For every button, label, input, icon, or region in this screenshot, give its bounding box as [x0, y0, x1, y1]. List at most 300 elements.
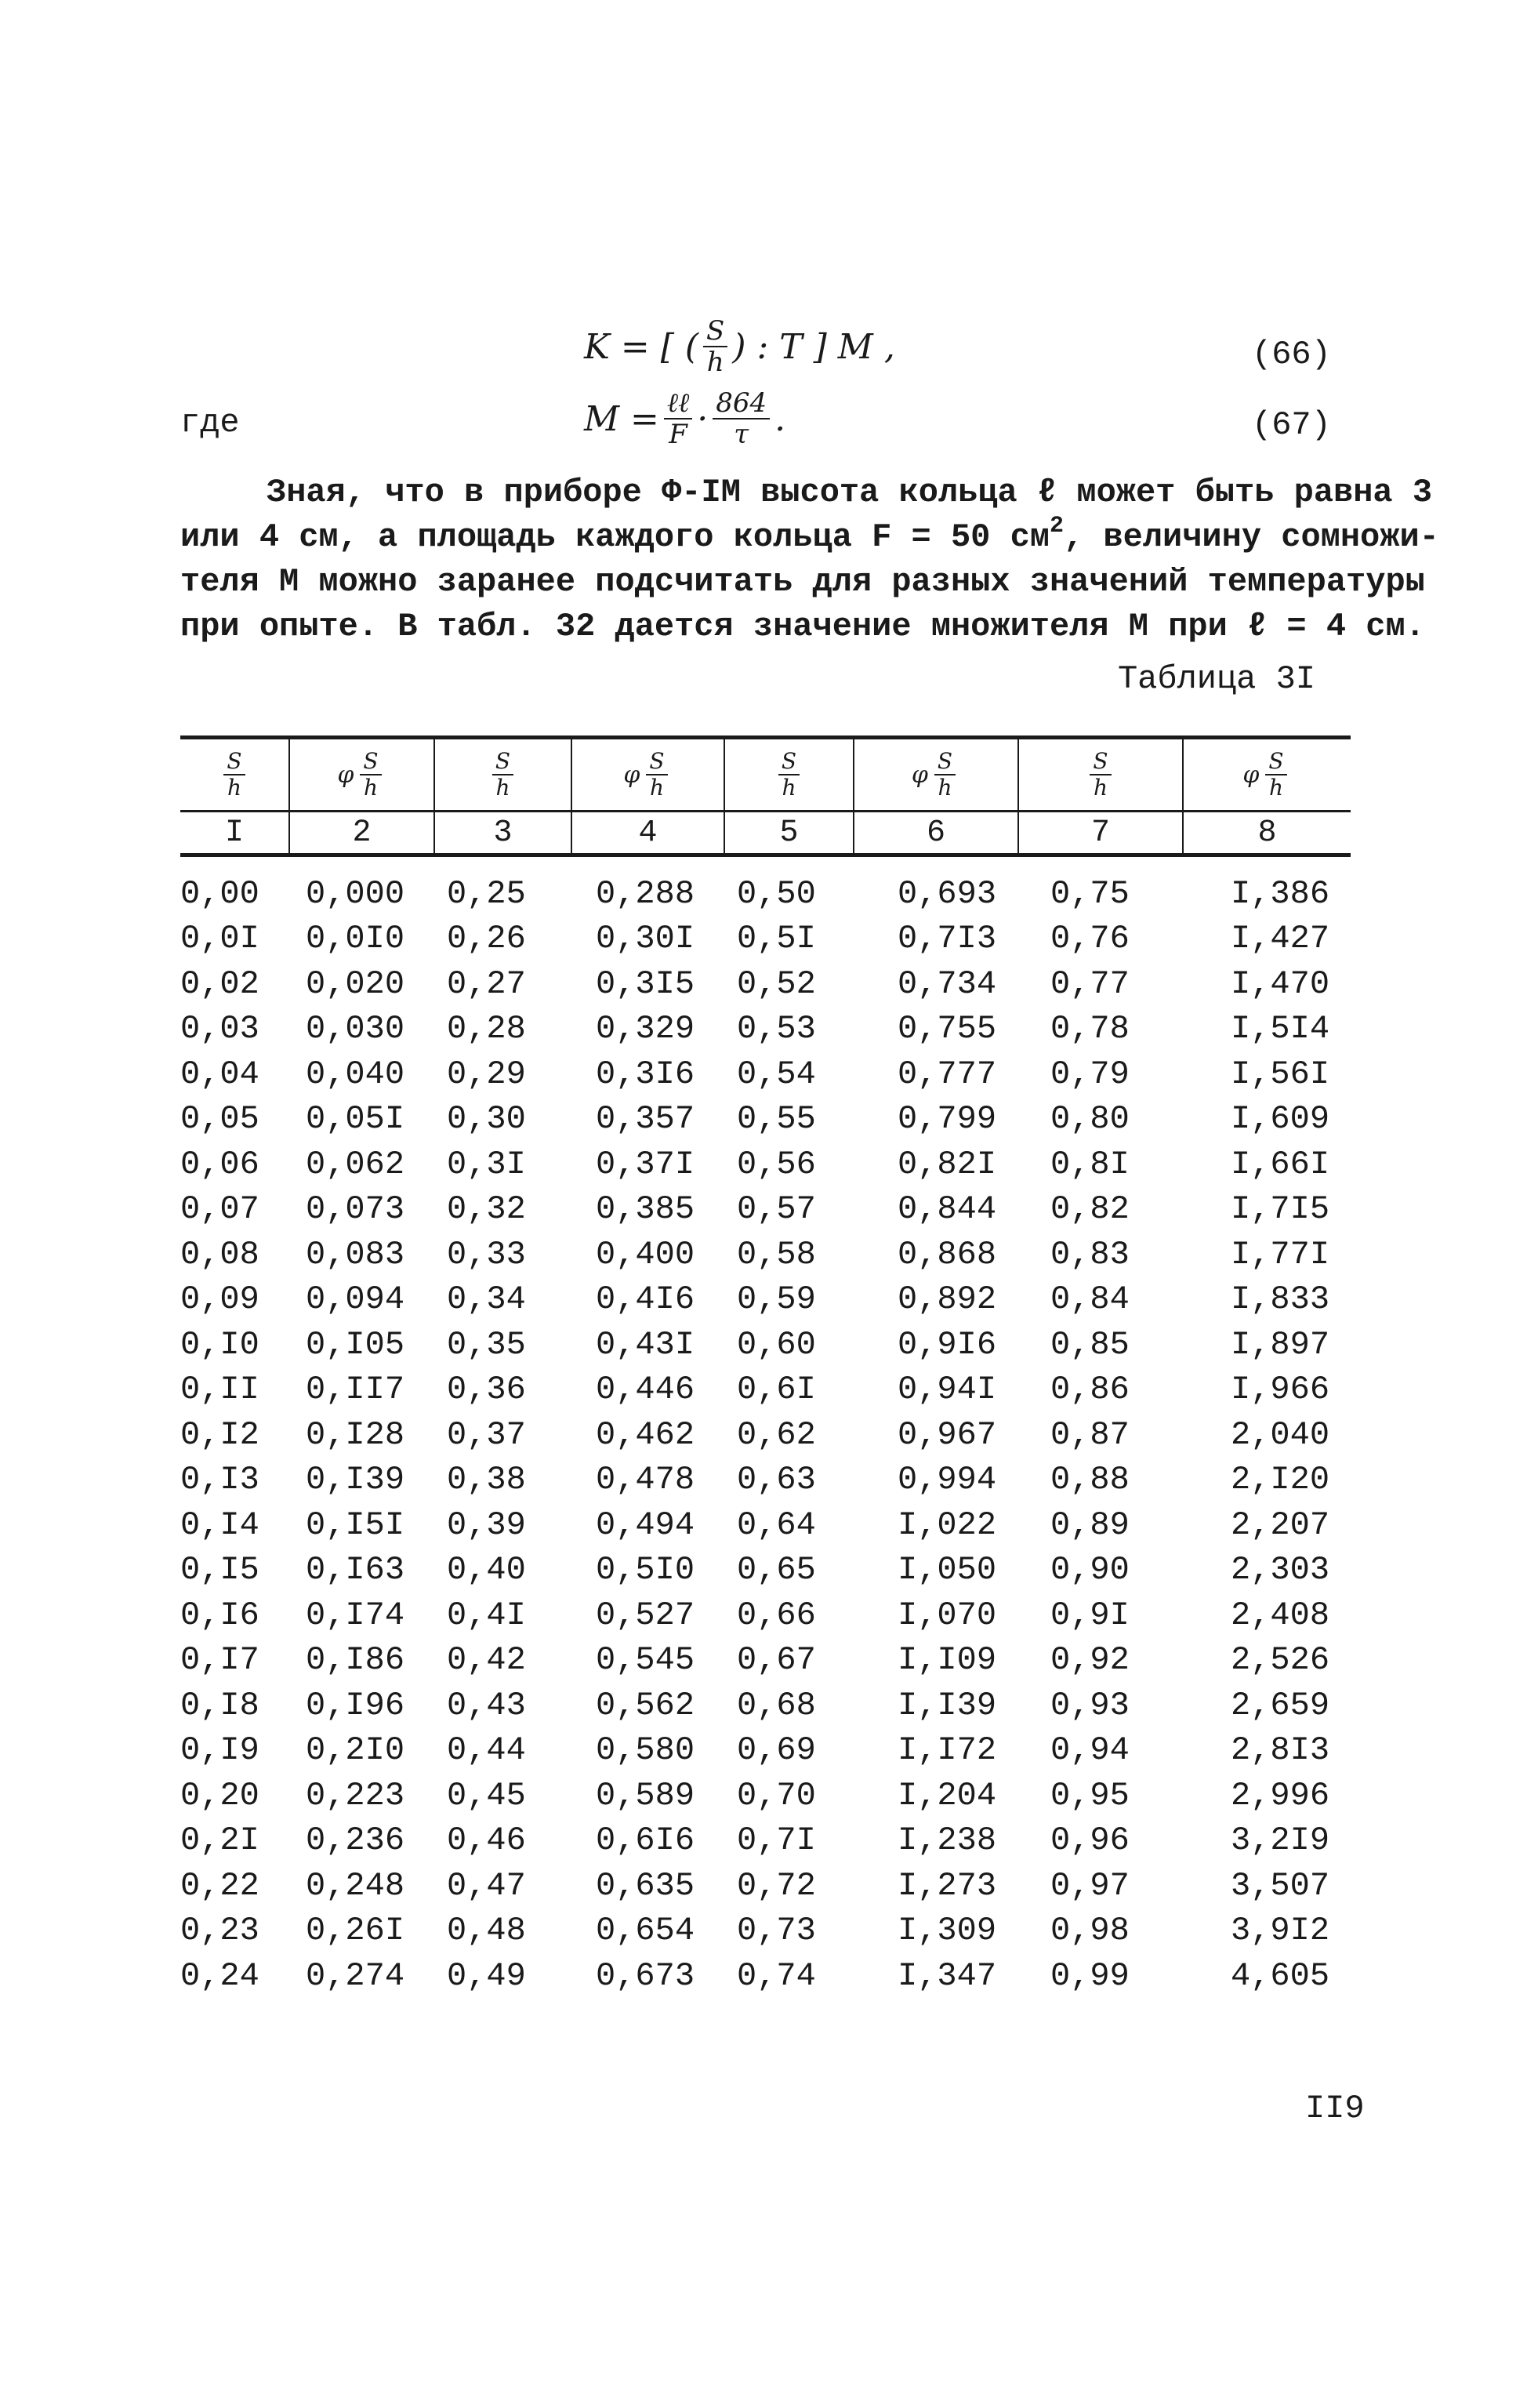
table-cell: 0,I86	[306, 1641, 405, 1680]
table-cell: 0,0I	[180, 920, 259, 958]
table-cell: 0,3I5	[596, 964, 695, 1003]
table-cell: 0,82I	[898, 1145, 997, 1183]
table-cell: 0,I05	[306, 1325, 405, 1364]
table-cell: 0,43I	[596, 1325, 695, 1364]
header-symbol	[1242, 750, 1291, 799]
ratio-denominator: h	[495, 775, 510, 801]
table-cell: 0,734	[898, 964, 997, 1003]
table-cell: 0,I39	[306, 1461, 405, 1499]
table-cell: 0,494	[596, 1505, 695, 1544]
ratio-fraction	[778, 750, 800, 799]
ratio-numerator: S	[492, 750, 513, 775]
table-cell: 2,303	[1231, 1551, 1330, 1589]
table-row	[180, 1412, 1351, 1458]
table-cell: 2,I20	[1231, 1461, 1330, 1499]
superscript-2: 2	[1049, 513, 1064, 539]
table-cell: 0,462	[596, 1415, 695, 1454]
table-cell: 0,755	[898, 1010, 997, 1048]
table-cell: 0,92	[1050, 1641, 1130, 1680]
header-symbol-col-5	[725, 739, 854, 810]
table-cell: 0,36	[447, 1371, 526, 1409]
table-cell: I,427	[1231, 920, 1330, 958]
table-cell: 0,03	[180, 1010, 259, 1048]
table-row	[180, 1007, 1351, 1052]
table-cell: 0,083	[306, 1235, 405, 1273]
table-cell: 0,77	[1050, 964, 1130, 1003]
table-cell: 0,562	[596, 1686, 695, 1724]
table-cell: 0,094	[306, 1280, 405, 1319]
table-cell: 0,844	[898, 1190, 997, 1229]
table-caption: Таблица 3I	[1117, 660, 1315, 698]
table-row	[180, 917, 1351, 962]
table-cell: 0,248	[306, 1866, 405, 1905]
table-cell: 0,90	[1050, 1551, 1130, 1589]
table-cell: 0,223	[306, 1776, 405, 1814]
table-cell: 0,I74	[306, 1596, 405, 1634]
table-cell: I,309	[898, 1912, 997, 1950]
table-cell: I,609	[1231, 1100, 1330, 1139]
table-cell: 0,25	[447, 874, 526, 913]
table-row	[180, 871, 1351, 917]
ratio-denominator: h	[1268, 775, 1284, 801]
phi-symbol: φ	[623, 761, 640, 789]
header-symbol-col-2	[290, 739, 435, 810]
table-cell: 0,75	[1050, 874, 1130, 913]
formula-67-denominator-2: τ	[734, 419, 749, 450]
table-cell: 0,48	[447, 1912, 526, 1950]
table-cell: 0,446	[596, 1371, 695, 1409]
body-paragraph	[180, 470, 1439, 649]
table-cell: 0,54	[737, 1055, 816, 1093]
table-cell: 0,030	[306, 1010, 405, 1048]
ratio-fraction	[1090, 750, 1111, 799]
table-cell: 0,20	[180, 1776, 259, 1814]
table-row	[180, 1367, 1351, 1413]
table-cell: 0,35	[447, 1325, 526, 1364]
table-cell: 0,50	[737, 874, 816, 913]
table-row	[180, 1683, 1351, 1728]
table-cell: 0,46	[447, 1821, 526, 1860]
table-cell: 0,I8	[180, 1686, 259, 1724]
table-cell: I,022	[898, 1505, 997, 1544]
table-cell: I,204	[898, 1776, 997, 1814]
table-cell: 0,I7	[180, 1641, 259, 1680]
table-cell: 0,3I	[447, 1145, 526, 1183]
column-number: 3	[435, 812, 572, 853]
table-cell: 0,I63	[306, 1551, 405, 1589]
table-cell: 0,I9	[180, 1731, 259, 1770]
table-cell: 0,45	[447, 1776, 526, 1814]
phi-symbol: φ	[911, 761, 928, 789]
table-cell: 0,II7	[306, 1371, 405, 1409]
table-cell: 0,80	[1050, 1100, 1130, 1139]
table-cell: 0,04	[180, 1055, 259, 1093]
table-row	[180, 961, 1351, 1007]
table-cell: 0,236	[306, 1821, 405, 1860]
formula-67-lhs: M =	[584, 398, 659, 439]
ratio-numerator: S	[778, 750, 800, 775]
formula-66-lhs: K = [ (	[584, 326, 699, 367]
table-cell: 0,95	[1050, 1776, 1130, 1814]
ratio-denominator: h	[363, 775, 379, 801]
table-row	[180, 1548, 1351, 1593]
table-cell: I,966	[1231, 1371, 1330, 1409]
table-row	[180, 1142, 1351, 1187]
table-cell: 0,83	[1050, 1235, 1130, 1273]
header-symbol	[337, 750, 386, 799]
table-cell: 0,5I0	[596, 1551, 695, 1589]
table-row	[180, 1232, 1351, 1277]
table-cell: 0,65	[737, 1551, 816, 1589]
table-cell: 0,26I	[306, 1912, 405, 1950]
formula-67	[584, 387, 786, 450]
table-cell: 0,28	[447, 1010, 526, 1048]
table-cell: 0,357	[596, 1100, 695, 1139]
formula-66-numerator: S	[703, 318, 727, 347]
header-symbol-col-3	[435, 739, 572, 810]
table-cell: 0,86	[1050, 1371, 1130, 1409]
formula-67-dot: ·	[697, 398, 709, 439]
table-cell: 0,69	[737, 1731, 816, 1770]
table-cell: 0,76	[1050, 920, 1130, 958]
table-cell: 0,892	[898, 1280, 997, 1319]
table-cell: 0,40	[447, 1551, 526, 1589]
table-cell: 0,37I	[596, 1145, 695, 1183]
ratio-denominator: h	[782, 775, 796, 801]
header-symbol	[623, 750, 672, 799]
table-cell: 0,79	[1050, 1055, 1130, 1093]
table-cell: 0,693	[898, 874, 997, 913]
table-cell: 0,I28	[306, 1415, 405, 1454]
ratio-denominator: h	[938, 775, 952, 801]
table-cell: I,56I	[1231, 1055, 1330, 1093]
table-cell: I,070	[898, 1596, 997, 1634]
table-cell: 0,59	[737, 1280, 816, 1319]
table-cell: 0,99	[1050, 1956, 1130, 1995]
formula-66	[584, 315, 895, 378]
table-cell: 0,24	[180, 1956, 259, 1995]
table-cell: 0,073	[306, 1190, 405, 1229]
ratio-numerator: S	[360, 750, 381, 775]
table-cell: 2,659	[1231, 1686, 1330, 1724]
table-cell: 4,605	[1231, 1956, 1330, 1995]
table-cell: 0,66	[737, 1596, 816, 1634]
ratio-numerator: S	[1090, 750, 1111, 775]
table-cell: 0,9I	[1050, 1596, 1130, 1634]
table-cell: 0,7I3	[898, 920, 997, 958]
table-cell: 0,53	[737, 1010, 816, 1048]
table-cell: 0,4I	[447, 1596, 526, 1634]
table-cell: 0,57	[737, 1190, 816, 1229]
equation-number-67: (67)	[1252, 406, 1331, 444]
table-cell: 0,654	[596, 1912, 695, 1950]
table-cell: 0,6I6	[596, 1821, 695, 1860]
table-cell: 0,799	[898, 1100, 997, 1139]
table-cell: 0,72	[737, 1866, 816, 1905]
table-row	[180, 1818, 1351, 1864]
column-number: 5	[725, 812, 854, 853]
table-cell: 0,062	[306, 1145, 405, 1183]
ratio-fraction	[223, 750, 245, 799]
table-cell: 0,00	[180, 874, 259, 913]
table-cell: 0,34	[447, 1280, 526, 1319]
table-cell: 0,85	[1050, 1325, 1130, 1364]
table-cell: 0,93	[1050, 1686, 1130, 1724]
table-cell: 0,400	[596, 1235, 695, 1273]
table-cell: 0,27	[447, 964, 526, 1003]
table-row	[180, 1773, 1351, 1818]
table-cell: 0,I2	[180, 1415, 259, 1454]
table-cell: 0,09	[180, 1280, 259, 1319]
ratio-fraction	[492, 750, 513, 799]
table-cell: 0,000	[306, 874, 405, 913]
table-cell: 0,94I	[898, 1371, 997, 1409]
header-symbol	[1085, 750, 1115, 799]
table-cell: 0,62	[737, 1415, 816, 1454]
column-number: 7	[1019, 812, 1184, 853]
header-symbol-col-1	[180, 739, 290, 810]
table-cell: 0,I4	[180, 1505, 259, 1544]
table-cell: 0,I96	[306, 1686, 405, 1724]
ratio-fraction	[646, 750, 667, 799]
ratio-numerator: S	[223, 750, 245, 775]
ratio-fraction	[934, 750, 956, 799]
ratio-denominator: h	[1093, 775, 1108, 801]
table-cell: 0,288	[596, 874, 695, 913]
table-row	[180, 1863, 1351, 1909]
equation-number-66: (66)	[1252, 336, 1331, 373]
table-cell: 0,020	[306, 964, 405, 1003]
table-row	[180, 1909, 1351, 1954]
ratio-denominator: h	[227, 775, 242, 801]
header-symbol-col-6	[854, 739, 1019, 810]
table-cell: 0,52	[737, 964, 816, 1003]
table-cell: I,5I4	[1231, 1010, 1330, 1048]
table-cell: 0,64	[737, 1505, 816, 1544]
table-cell: 0,44	[447, 1731, 526, 1770]
table-cell: 0,30I	[596, 920, 695, 958]
table-cell: 0,05	[180, 1100, 259, 1139]
table-body	[180, 871, 1351, 1999]
table-cell: 2,408	[1231, 1596, 1330, 1634]
table-cell: 0,43	[447, 1686, 526, 1724]
table-cell: 0,26	[447, 920, 526, 958]
table-cell: 0,040	[306, 1055, 405, 1093]
table-cell: 0,274	[306, 1956, 405, 1995]
table-cell: 0,97	[1050, 1866, 1130, 1905]
paragraph-line-2b: , величину сомножи-	[1064, 518, 1439, 556]
table-cell: 0,994	[898, 1461, 997, 1499]
table-cell: I,I72	[898, 1731, 997, 1770]
table-cell: I,470	[1231, 964, 1330, 1003]
table-cell: 0,0I0	[306, 920, 405, 958]
header-symbol	[912, 750, 960, 799]
table-cell: 3,507	[1231, 1866, 1330, 1905]
table-cell: I,347	[898, 1956, 997, 1995]
paragraph-line-2a: или 4 см, а площадь каждого кольца F = 50 см	[180, 518, 1050, 556]
column-number: 8	[1257, 815, 1277, 851]
phi-symbol: φ	[1242, 761, 1260, 789]
column-number: I	[180, 812, 290, 853]
table-cell: 0,98	[1050, 1912, 1130, 1950]
table-cell: I,050	[898, 1551, 997, 1589]
table-cell: 2,526	[1231, 1641, 1330, 1680]
table-cell: I,386	[1231, 874, 1330, 913]
table-cell: 3,2I9	[1231, 1821, 1330, 1860]
table-cell: 0,6I	[737, 1371, 816, 1409]
table-cell: 0,94	[1050, 1731, 1130, 1770]
table-cell: I,238	[898, 1821, 997, 1860]
table-cell: 0,868	[898, 1235, 997, 1273]
formula-66-denominator: h	[706, 347, 724, 378]
table-cell: 0,I5	[180, 1551, 259, 1589]
table-cell: 0,II	[180, 1371, 259, 1409]
table-cell: 0,05I	[306, 1100, 405, 1139]
table-cell: 0,96	[1050, 1821, 1130, 1860]
table-cell: 0,I0	[180, 1325, 259, 1364]
phi-symbol: φ	[337, 761, 354, 789]
header-symbol	[219, 750, 249, 799]
table-row	[180, 1322, 1351, 1367]
paragraph-line-4: при опыте. В табл. 32 дается значение множителя М при ℓ = 4 см.	[180, 608, 1425, 645]
table-cell: 0,74	[737, 1956, 816, 1995]
table-cell: 0,55	[737, 1100, 816, 1139]
table-cell: 0,385	[596, 1190, 695, 1229]
table-cell: 0,84	[1050, 1280, 1130, 1319]
table-cell: 0,8I	[1050, 1145, 1130, 1183]
table-cell: I,273	[898, 1866, 997, 1905]
table-cell: 0,29	[447, 1055, 526, 1093]
table-row	[180, 1593, 1351, 1638]
table-cell: 0,I3	[180, 1461, 259, 1499]
table-cell: 0,22	[180, 1866, 259, 1905]
table-cell: 0,89	[1050, 1505, 1130, 1544]
table-cell: 0,I5I	[306, 1505, 405, 1544]
table-cell: 0,23	[180, 1912, 259, 1950]
table-cell: 0,4I6	[596, 1280, 695, 1319]
table-cell: 0,08	[180, 1235, 259, 1273]
table-row	[180, 1051, 1351, 1097]
table-cell: I,833	[1231, 1280, 1330, 1319]
table-row	[180, 1953, 1351, 1999]
table-cell: 0,2I0	[306, 1731, 405, 1770]
table-row	[180, 1187, 1351, 1233]
table-cell: 0,56	[737, 1145, 816, 1183]
table-cell: 0,527	[596, 1596, 695, 1634]
column-number: 4	[572, 812, 725, 853]
table-cell: 0,I6	[180, 1596, 259, 1634]
table-cell: 0,580	[596, 1731, 695, 1770]
formula-67-numerator-1: ℓℓ	[664, 390, 692, 419]
table-cell: 0,967	[898, 1415, 997, 1454]
header-number-row	[180, 812, 1351, 853]
table-cell: 0,32	[447, 1190, 526, 1229]
table-cell: 0,47	[447, 1866, 526, 1905]
table-cell: 2,996	[1231, 1776, 1330, 1814]
ratio-fraction	[1265, 750, 1286, 799]
table-cell: 2,040	[1231, 1415, 1330, 1454]
table-cell: 0,63	[737, 1461, 816, 1499]
table-row	[180, 1638, 1351, 1683]
table-cell: I,I09	[898, 1641, 997, 1680]
table-row	[180, 1097, 1351, 1142]
table-cell: 0,49	[447, 1956, 526, 1995]
table-cell: I,66I	[1231, 1145, 1330, 1183]
table-cell: 0,635	[596, 1866, 695, 1905]
formula-67-end: .	[774, 398, 786, 439]
table-cell: 0,33	[447, 1235, 526, 1273]
table-cell: 0,42	[447, 1641, 526, 1680]
table-cell: 0,777	[898, 1055, 997, 1093]
where-word: где	[180, 404, 240, 441]
table-header-bottom-rule	[180, 853, 1351, 857]
paragraph-line-1: Зная, что в приборе Ф-IМ высота кольца ℓ может быть равна 3	[267, 474, 1433, 511]
table-cell: 0,07	[180, 1190, 259, 1229]
formula-67-fraction-2	[713, 387, 770, 450]
table-cell: 2,207	[1231, 1505, 1330, 1544]
table-cell: 0,329	[596, 1010, 695, 1048]
ratio-denominator: h	[649, 775, 665, 801]
header-symbol-col-4	[572, 739, 725, 810]
table-row	[180, 1502, 1351, 1548]
table-cell: 0,39	[447, 1505, 526, 1544]
table-cell: 0,7I	[737, 1821, 816, 1860]
header-symbol-col-7	[1019, 739, 1184, 810]
table-cell: 0,68	[737, 1686, 816, 1724]
table-row	[180, 1728, 1351, 1774]
paragraph-line-2	[180, 513, 1439, 560]
formula-66-fraction	[703, 315, 727, 378]
column-number: 6	[854, 812, 1019, 853]
table-cell: 0,67	[737, 1641, 816, 1680]
table-row	[180, 1458, 1351, 1503]
column-number: 2	[290, 812, 435, 853]
formula-67-fraction-1	[664, 387, 692, 450]
table-cell: 0,3I6	[596, 1055, 695, 1093]
formula-66-rhs: ) : T ] M ,	[732, 326, 895, 367]
header-symbol-row	[180, 739, 1351, 810]
table-cell: 0,2I	[180, 1821, 259, 1860]
table-cell: 0,673	[596, 1956, 695, 1995]
ratio-fraction	[360, 750, 381, 799]
table-cell: 0,60	[737, 1325, 816, 1364]
table-cell: 0,87	[1050, 1415, 1130, 1454]
header-symbol-col-8	[1184, 739, 1351, 810]
ratio-numerator: S	[1265, 750, 1286, 775]
table-cell: 0,58	[737, 1235, 816, 1273]
formula-67-numerator-2: 864	[713, 390, 770, 419]
table-cell: 0,589	[596, 1776, 695, 1814]
formula-67-denominator-1: F	[669, 419, 687, 450]
table-cell: 0,70	[737, 1776, 816, 1814]
table-cell: 0,73	[737, 1912, 816, 1950]
table-cell: 0,545	[596, 1641, 695, 1680]
table-row	[180, 1277, 1351, 1323]
table-cell: 0,82	[1050, 1190, 1130, 1229]
table-cell: I,I39	[898, 1686, 997, 1724]
table-cell: 2,8I3	[1231, 1731, 1330, 1770]
table-cell: 3,9I2	[1231, 1912, 1330, 1950]
data-table	[180, 735, 1351, 1999]
ratio-numerator: S	[646, 750, 667, 775]
table-cell: 0,38	[447, 1461, 526, 1499]
table-cell: 0,37	[447, 1415, 526, 1454]
table-cell: I,897	[1231, 1325, 1330, 1364]
table-cell: 0,02	[180, 964, 259, 1003]
header-symbol	[488, 750, 518, 799]
table-cell: 0,06	[180, 1145, 259, 1183]
table-cell: 0,9I6	[898, 1325, 997, 1364]
